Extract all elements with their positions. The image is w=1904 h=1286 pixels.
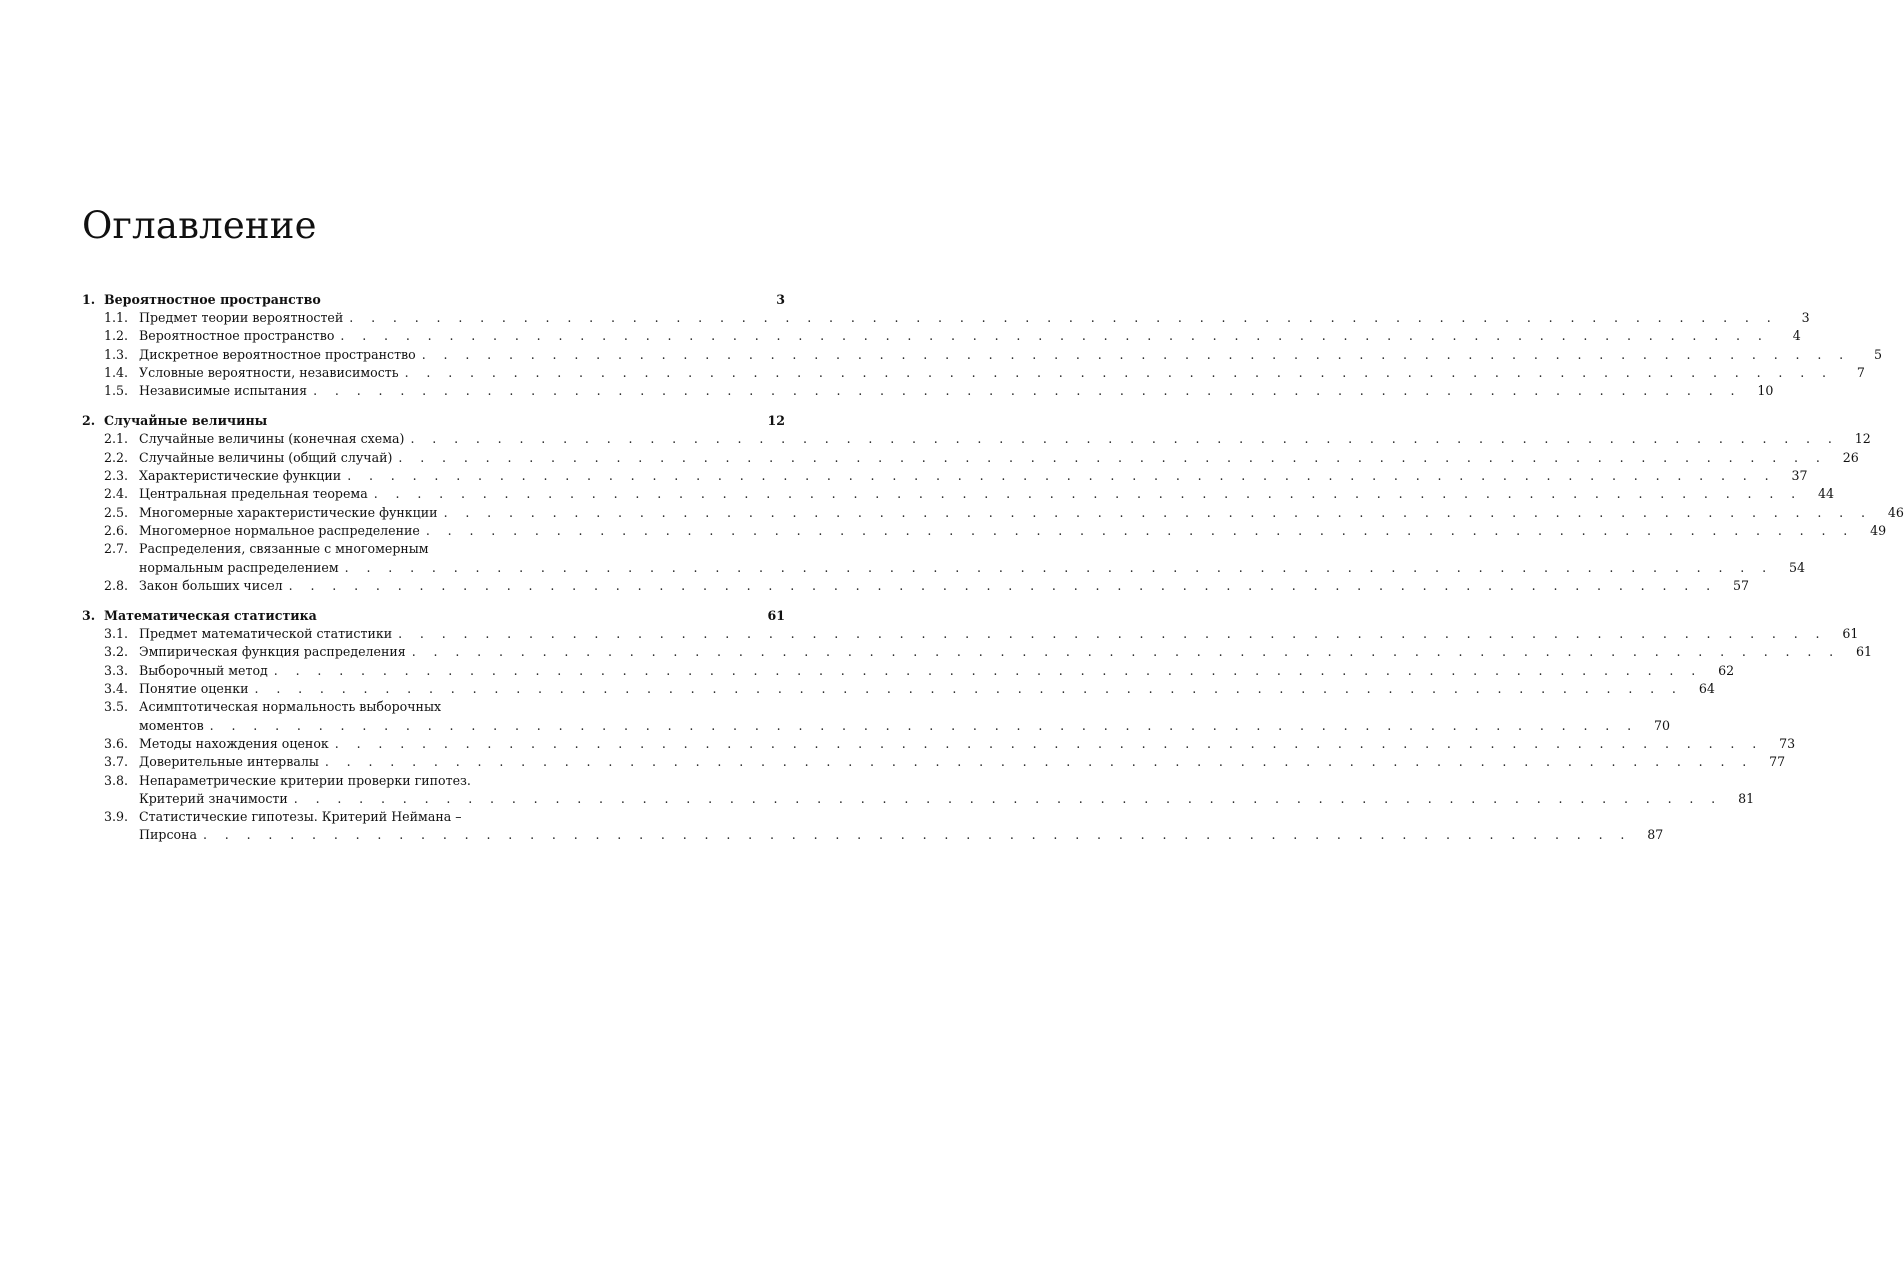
dot-leader (313, 382, 1741, 400)
section-title: Критерий значимости (139, 790, 288, 806)
section-body (139, 467, 1808, 485)
section-title-last-line (139, 504, 1904, 522)
section-body (139, 504, 1904, 522)
toc-entry[interactable] (82, 680, 1715, 698)
section-title-last-line (139, 346, 1882, 364)
toc-chapter (82, 290, 1883, 400)
section-title-last-line (139, 625, 1858, 643)
section-title-last-line (139, 826, 1663, 844)
section-title: Закон больших чисел (139, 577, 283, 593)
toc-entry[interactable] (82, 577, 1749, 595)
toc-chapter (82, 606, 1873, 845)
section-number: 1.2. (104, 328, 129, 344)
section-body (139, 449, 1859, 467)
section-body (139, 522, 1886, 540)
section-title: Центральная предельная теорема (139, 486, 368, 502)
section-number: 3.1. (104, 626, 129, 642)
section-title-line: Непараметрические критерии проверки гипотез. (139, 772, 471, 788)
section-title: Дискретное вероятностное пространство (139, 346, 416, 362)
section-body (139, 364, 1865, 382)
section-page-number: 81 (1738, 790, 1755, 806)
section-body (139, 808, 1663, 845)
section-title-last-line (139, 382, 1773, 400)
dot-leader (444, 504, 1872, 522)
section-title-last-line (139, 717, 1670, 735)
dot-leader (325, 753, 1753, 771)
toc-entry[interactable] (82, 808, 1664, 845)
chapter-number: 1. (82, 292, 96, 307)
section-title: Предмет математической статистики (139, 626, 393, 642)
section-body (139, 680, 1715, 698)
section-title-last-line (139, 790, 1754, 808)
section-page-number: 64 (1698, 681, 1715, 697)
section-page-number: 73 (1779, 735, 1796, 751)
section-title: Случайные величины (конечная схема) (139, 431, 405, 447)
toc-entry[interactable] (82, 364, 1865, 382)
section-page-number: 62 (1718, 662, 1735, 678)
section-page-number: 7 (1856, 364, 1865, 380)
section-title-last-line (139, 430, 1871, 448)
section-page-number: 3 (1801, 310, 1810, 325)
section-number: 3.8. (104, 772, 129, 788)
section-page-number: 49 (1870, 522, 1887, 538)
section-title-last-line (139, 449, 1859, 467)
section-body (139, 309, 1810, 327)
section-page-number: 57 (1732, 577, 1749, 593)
section-body (139, 577, 1749, 595)
dot-leader (203, 826, 1631, 844)
chapter-title: Вероятностное пространство (104, 292, 321, 307)
toc-chapter (82, 411, 1904, 595)
section-title-last-line (139, 327, 1801, 345)
toc-entry[interactable] (82, 346, 1883, 364)
section-title-last-line (139, 467, 1808, 485)
dot-leader (412, 643, 1840, 661)
section-title-last-line (139, 680, 1715, 698)
section-title: Доверительные интервалы (139, 754, 319, 770)
section-title-line: Статистические гипотезы. Критерий Неймана – (139, 809, 462, 825)
section-title: нормальным распределением (139, 559, 339, 575)
section-title-last-line (139, 559, 1805, 577)
section-body (139, 772, 1754, 809)
section-page-number: 61 (1856, 644, 1873, 660)
toc-entry[interactable] (82, 753, 1786, 771)
chapter-page-number: 3 (776, 292, 785, 307)
section-title: Многомерное нормальное распределение (139, 522, 420, 538)
section-title: Предмет теории вероятностей (139, 310, 344, 325)
section-title: Многомерные характеристические функции (139, 504, 438, 520)
section-number: 2.8. (104, 577, 129, 593)
section-number: 1.4. (104, 364, 129, 380)
toc-entry[interactable] (82, 625, 1859, 643)
page-title: Оглавление (82, 204, 317, 247)
section-title: моментов (139, 717, 204, 733)
section-body (139, 753, 1785, 771)
section-title-last-line (139, 753, 1785, 771)
section-title-last-line (139, 309, 1810, 327)
section-title-last-line (139, 364, 1865, 382)
section-number: 1.5. (104, 383, 129, 399)
chapter-number: 3. (82, 608, 96, 624)
chapter-title: Математическая статистика (104, 608, 317, 624)
section-body (139, 540, 1805, 577)
section-body (139, 346, 1882, 364)
section-number: 3.6. (104, 735, 129, 751)
dot-leader (345, 559, 1773, 577)
section-page-number: 87 (1647, 827, 1664, 843)
section-title: Пирсона (139, 827, 197, 843)
dot-leader (374, 485, 1802, 503)
toc-entry[interactable] (82, 467, 1808, 485)
dot-leader (340, 327, 1768, 345)
toc-entry[interactable] (82, 735, 1796, 753)
section-page-number: 10 (1757, 383, 1774, 399)
toc-entry[interactable] (82, 485, 1835, 503)
toc-entry[interactable] (82, 540, 1805, 577)
section-body (139, 382, 1773, 400)
section-title-line: Распределения, связанные с многомерным (139, 541, 429, 557)
section-page-number: 44 (1818, 486, 1835, 502)
section-title-last-line (139, 643, 1872, 661)
toc-chapter-heading[interactable] (82, 411, 785, 430)
section-title: Независимые испытания (139, 383, 308, 399)
section-title: Выборочный метод (139, 662, 268, 678)
dot-leader (398, 625, 1826, 643)
section-page-number: 61 (1842, 626, 1859, 642)
section-body (139, 625, 1858, 643)
section-page-number: 70 (1653, 717, 1670, 733)
section-title: Условные вероятности, независимость (139, 364, 399, 380)
chapter-page-number: 12 (767, 413, 785, 429)
section-number: 2.5. (104, 504, 129, 520)
section-number: 3.5. (104, 699, 129, 715)
section-page-number: 46 (1887, 504, 1904, 520)
section-body (139, 485, 1834, 503)
toc-chapter-heading[interactable] (82, 606, 785, 625)
section-title-last-line (139, 485, 1834, 503)
section-number: 2.2. (104, 449, 129, 465)
chapter-number: 2. (82, 413, 96, 429)
toc-entry[interactable] (82, 382, 1774, 400)
section-title: Характеристические функции (139, 468, 342, 484)
section-title: Вероятностное пространство (139, 328, 335, 344)
toc-entry[interactable] (82, 449, 1859, 467)
section-number: 3.3. (104, 662, 129, 678)
section-page-number: 26 (1842, 449, 1859, 465)
dot-leader (289, 577, 1717, 595)
section-page-number: 77 (1769, 754, 1786, 770)
dot-leader (210, 717, 1638, 735)
section-page-number: 5 (1874, 346, 1883, 362)
section-number: 3.7. (104, 754, 129, 770)
chapter-page-number: 61 (767, 608, 785, 624)
dot-leader (349, 309, 1777, 327)
table-of-contents (82, 290, 1904, 856)
section-title: Эмпирическая функция распределения (139, 644, 406, 660)
section-page-number: 4 (1792, 328, 1801, 344)
section-page-number: 12 (1854, 431, 1871, 447)
section-title-last-line (139, 662, 1734, 680)
section-body (139, 430, 1871, 448)
section-title-last-line (139, 577, 1749, 595)
toc-entry[interactable] (82, 643, 1873, 661)
toc-entry[interactable] (82, 698, 1670, 735)
section-number: 2.6. (104, 522, 129, 538)
section-body (139, 698, 1670, 735)
section-title-last-line (139, 735, 1795, 753)
section-title: Случайные величины (общий случай) (139, 449, 393, 465)
section-page-number: 37 (1791, 468, 1808, 484)
dot-leader (426, 522, 1854, 540)
toc-entry[interactable] (82, 430, 1871, 448)
dot-leader (398, 449, 1826, 467)
section-number: 1.1. (104, 310, 129, 325)
dot-leader (405, 364, 1833, 382)
dot-leader (255, 680, 1683, 698)
section-body (139, 662, 1734, 680)
dot-leader (294, 790, 1722, 808)
toc-entry[interactable] (82, 327, 1801, 345)
section-title-last-line (139, 522, 1886, 540)
chapter-title: Случайные величины (104, 413, 268, 429)
dot-leader (335, 735, 1763, 753)
section-title: Понятие оценки (139, 681, 249, 697)
dot-leader (347, 467, 1775, 485)
section-number: 2.4. (104, 486, 129, 502)
section-number: 1.3. (104, 346, 129, 362)
section-title: Методы нахождения оценок (139, 735, 329, 751)
section-body (139, 735, 1795, 753)
dot-leader (422, 346, 1850, 364)
section-number: 3.9. (104, 809, 129, 825)
toc-entry[interactable] (82, 309, 1810, 327)
toc-entry[interactable] (82, 504, 1904, 522)
toc-entry[interactable] (82, 772, 1755, 809)
toc-chapter-heading[interactable] (82, 290, 785, 309)
toc-entry[interactable] (82, 522, 1887, 540)
toc-entry[interactable] (82, 662, 1735, 680)
section-number: 2.1. (104, 431, 129, 447)
section-number: 2.3. (104, 468, 129, 484)
section-title-line: Асимптотическая нормальность выборочных (139, 699, 442, 715)
section-number: 2.7. (104, 541, 129, 557)
section-page-number: 54 (1788, 559, 1805, 575)
section-body (139, 327, 1801, 345)
dot-leader (274, 662, 1702, 680)
section-number: 3.4. (104, 681, 129, 697)
section-body (139, 643, 1872, 661)
dot-leader (410, 430, 1838, 448)
section-number: 3.2. (104, 644, 129, 660)
